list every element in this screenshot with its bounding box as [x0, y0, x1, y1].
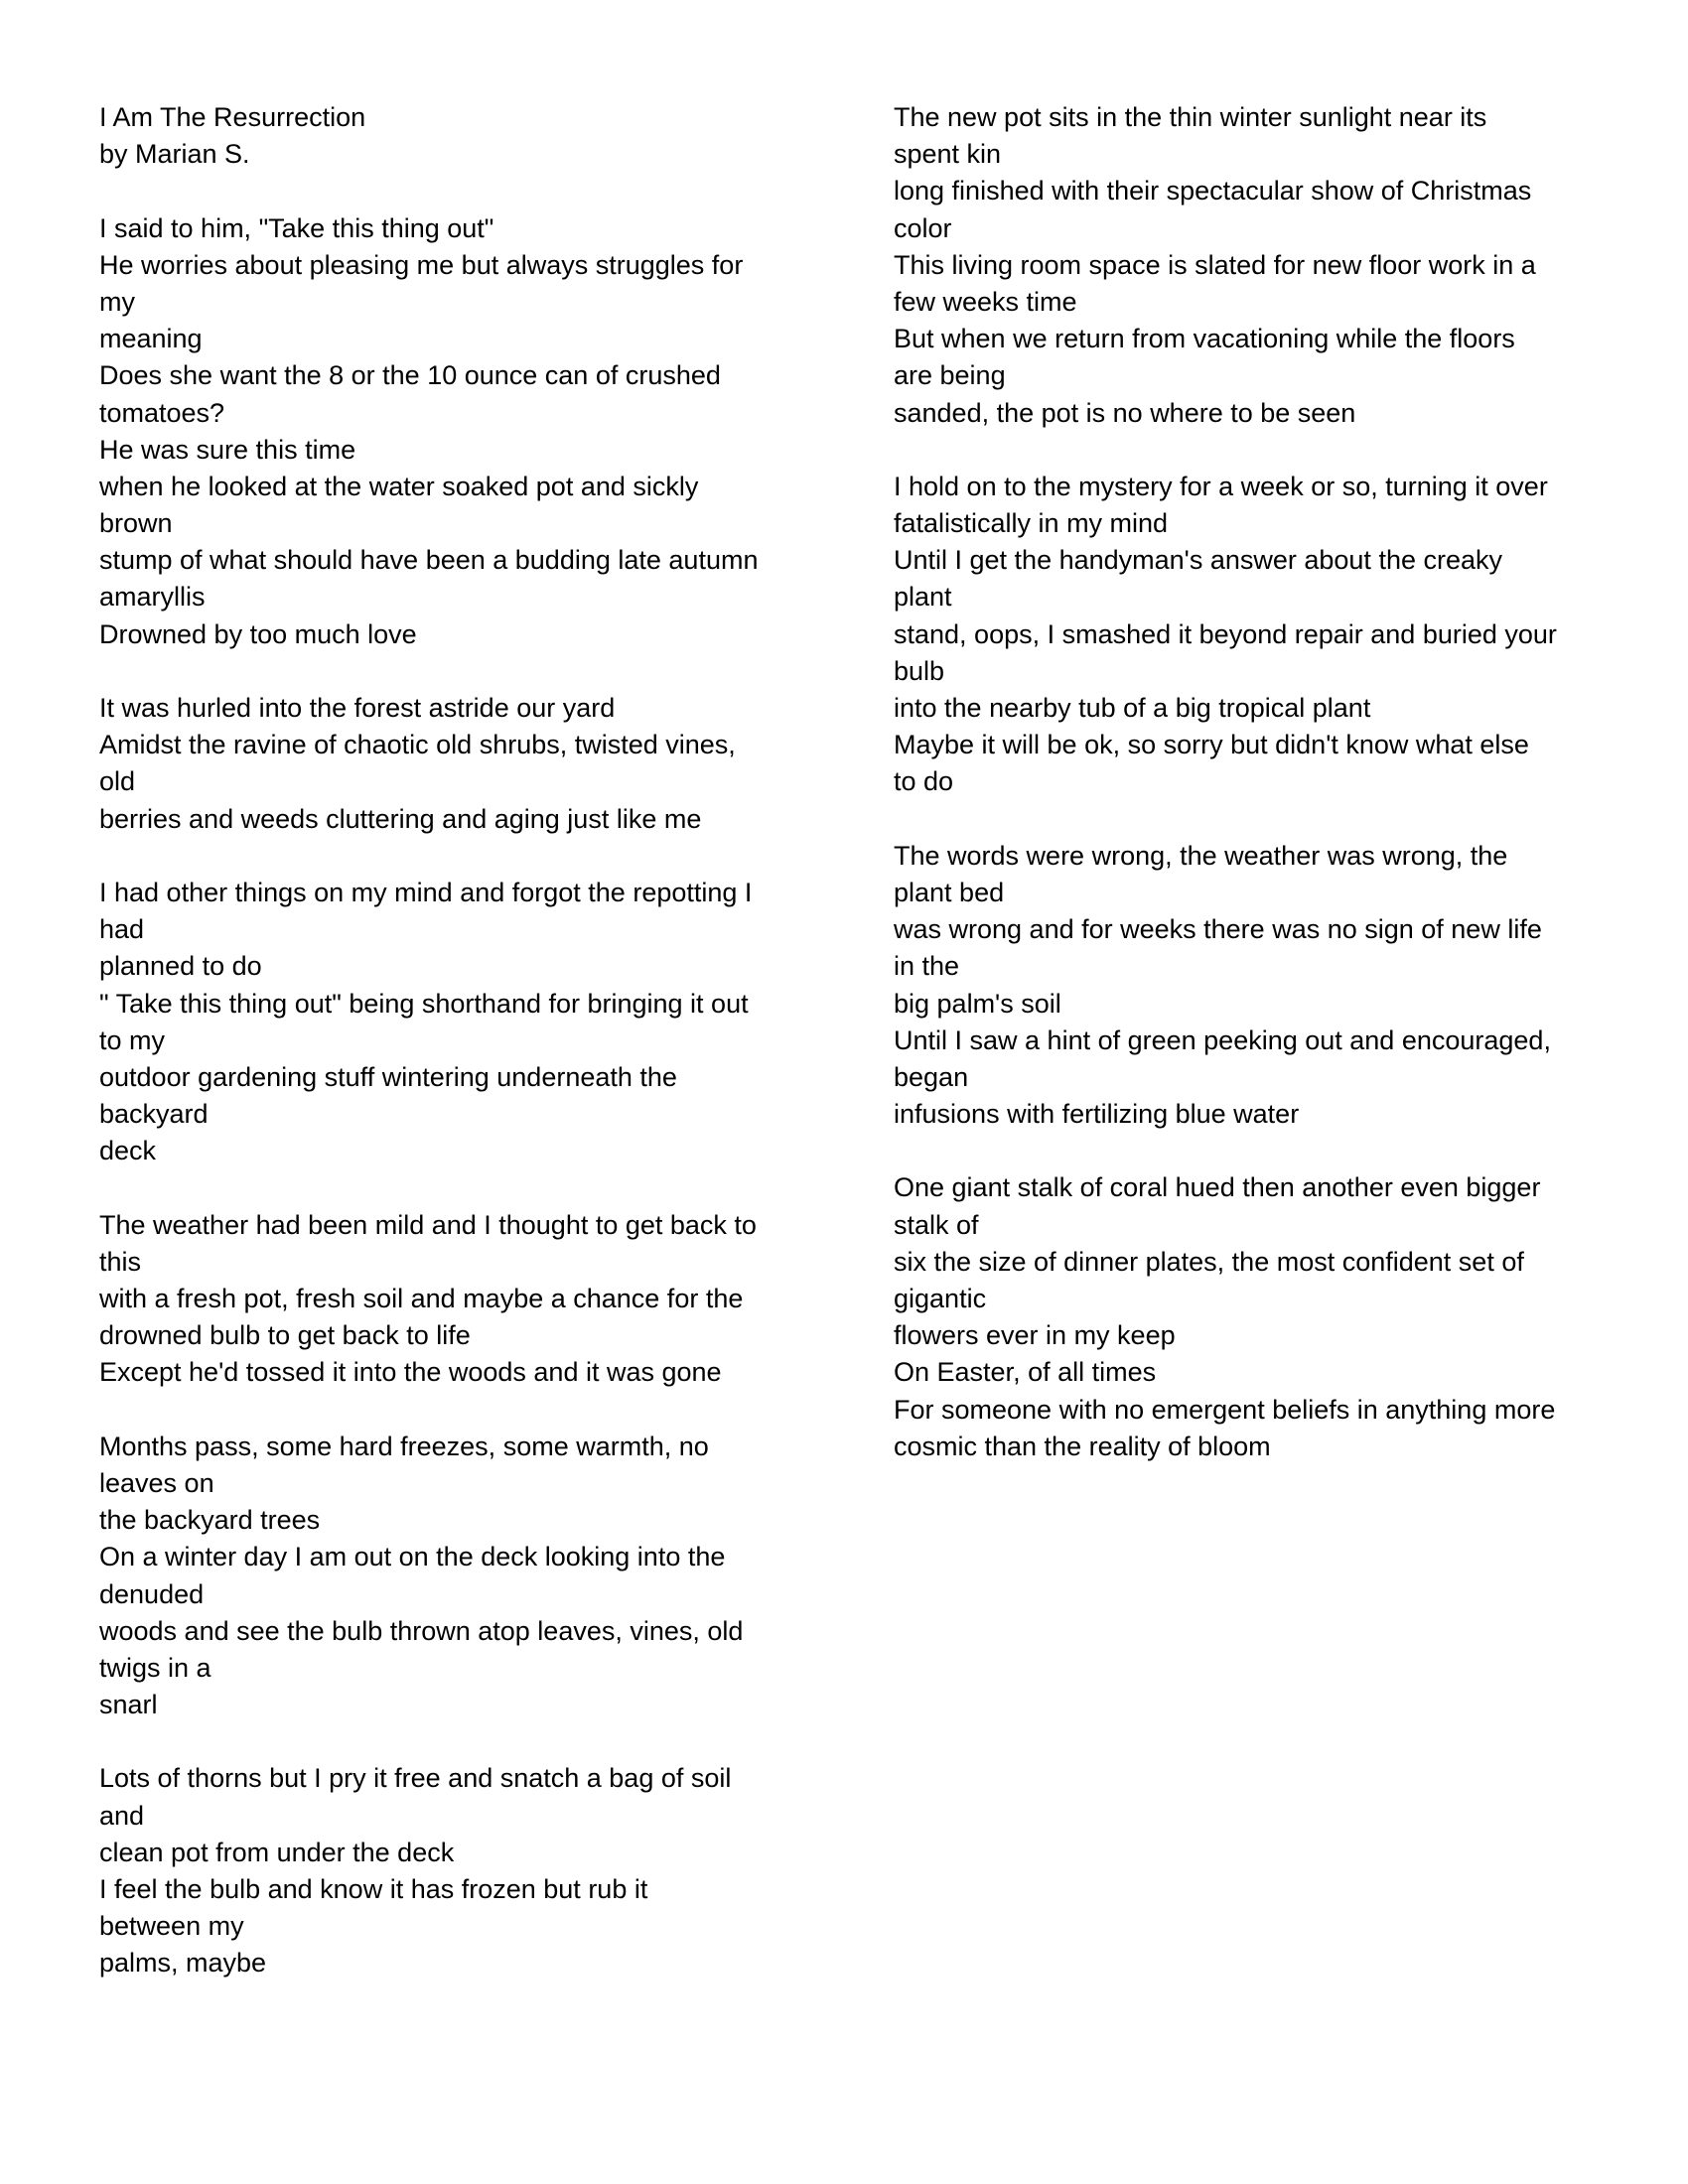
poem-line: leaves on [99, 1467, 214, 1498]
poem-line: I said to him, "Take this thing out" [99, 212, 494, 243]
poem-author: by Marian S. [99, 139, 250, 170]
poem-line: The new pot sits in the thin winter sunlight near its [894, 102, 1487, 132]
poem-line: deck [99, 1136, 157, 1166]
poem-line: between my [99, 1911, 244, 1942]
poem-line: are being [894, 360, 1006, 391]
poem-line: This living room space is slated for new floor work in a [894, 249, 1536, 280]
left-column [99, 99, 814, 1982]
poem-line: in the [894, 951, 960, 982]
poem-line: outdoor gardening stuff wintering underneath the [99, 1061, 677, 1092]
poem-line: Amidst the ravine of chaotic old shrubs, twisted vines, [99, 730, 736, 760]
stanza [99, 875, 814, 1170]
stanza-break [99, 838, 814, 875]
stanza [99, 1760, 814, 1981]
stanza-break [99, 1169, 814, 1206]
poem-line: bulb [894, 655, 945, 686]
poem-line: Maybe it will be ok, so sorry but didn't know what else [894, 730, 1529, 760]
poem-line: Except he'd tossed it into the woods and it was gone [99, 1357, 722, 1388]
poem-line: I had other things on my mind and forgot the repotting I [99, 877, 753, 907]
left-stanzas [99, 173, 814, 1981]
poem-line: meaning [99, 324, 203, 354]
poem-line: berries and weeds cluttering and aging just like me [99, 803, 702, 834]
poem-title: I Am The Resurrection [99, 102, 366, 132]
poem-line: to my [99, 1024, 166, 1055]
poem-line: long finished with their spectacular show of Christmas [894, 176, 1532, 206]
stanza [99, 210, 814, 653]
stanza-break [99, 653, 814, 690]
stanza [894, 99, 1609, 432]
poem-line: plant bed [894, 877, 1005, 907]
poem-line: clean pot from under the deck [99, 1837, 455, 1867]
poem-line: and [99, 1800, 145, 1831]
poem-line: few weeks time [894, 286, 1077, 317]
poem-line: The weather had been mild and I thought to get back to [99, 1209, 757, 1240]
poem-line: brown [99, 508, 173, 539]
poem-line: I feel the bulb and know it has frozen but rub it [99, 1874, 648, 1904]
poem-line: He was sure this time [99, 434, 356, 465]
poem-line: It was hurled into the forest astride our yard [99, 693, 616, 723]
poem-line: He worries about pleasing me but always struggles for [99, 249, 744, 280]
poem-line: had [99, 914, 145, 945]
poem-line: woods and see the bulb thrown atop leaves, vines, old [99, 1615, 744, 1646]
poem-line: On Easter, of all times [894, 1357, 1157, 1388]
poem-line: snarl [99, 1690, 158, 1720]
poem-line: stand, oops, I smashed it beyond repair and buried your [894, 618, 1557, 649]
poem-line: One giant stalk of coral hued then another even bigger [894, 1172, 1541, 1203]
poem-line: old [99, 766, 136, 797]
poem-line: fatalistically in my mind [894, 508, 1169, 539]
poem-line: The words were wrong, the weather was wrong, the [894, 840, 1508, 871]
poem-line: was wrong and for weeks there was no sign of new life [894, 914, 1542, 945]
poem-line: planned to do [99, 951, 262, 982]
poem-line: six the size of dinner plates, the most confident set of [894, 1246, 1524, 1277]
poem-line: gigantic [894, 1284, 987, 1313]
stanza [99, 1429, 814, 1724]
poem-line: tomatoes? [99, 397, 225, 428]
poem-line: twigs in a [99, 1652, 211, 1683]
stanza [99, 1207, 814, 1392]
stanza [894, 838, 1609, 1134]
stanza-break [894, 1133, 1609, 1169]
poem-line: my [99, 286, 135, 317]
stanza [894, 1169, 1609, 1465]
poem-line: For someone with no emergent beliefs in anything more [894, 1394, 1556, 1425]
poem-line: with a fresh pot, fresh soil and maybe a chance for the [99, 1284, 744, 1313]
stanza-break [894, 432, 1609, 469]
poem-line: backyard [99, 1099, 209, 1130]
poem-line: into the nearby tub of a big tropical plant [894, 693, 1371, 723]
stanza [99, 690, 814, 838]
poem-line: flowers ever in my keep [894, 1320, 1176, 1351]
poem-line: to do [894, 766, 954, 797]
poem-line: Does she want the 8 or the 10 ounce can of crushed [99, 360, 721, 391]
poem-line: big palm's soil [894, 988, 1061, 1019]
poem-line: this [99, 1246, 142, 1277]
poem-line: stalk of [894, 1209, 979, 1240]
poem-line: sanded, the pot is no where to be seen [894, 397, 1356, 428]
poem-line: amaryllis [99, 582, 206, 613]
poem-line: the backyard trees [99, 1505, 321, 1536]
poem-line: infusions with fertilizing blue water [894, 1099, 1300, 1130]
poem-line: " Take this thing out" being shorthand for bringing it out [99, 988, 749, 1019]
poem-line: Months pass, some hard freezes, some warmth, no [99, 1431, 709, 1461]
poem-line: I hold on to the mystery for a week or so, turning it over [894, 471, 1548, 501]
right-column [894, 99, 1609, 1465]
poem-line: when he looked at the water soaked pot and sickly [99, 471, 699, 501]
stanza [894, 469, 1609, 801]
poem-line: drowned bulb to get back to life [99, 1320, 471, 1351]
stanza-break [99, 1392, 814, 1429]
stanza-break [894, 801, 1609, 838]
poem-line: began [894, 1061, 969, 1092]
poem-line: cosmic than the reality of bloom [894, 1431, 1271, 1461]
poem-line: denuded [99, 1578, 205, 1609]
right-stanzas [894, 99, 1609, 1465]
stanza-break [99, 1723, 814, 1760]
poem-line: On a winter day I am out on the deck looking into the [99, 1542, 726, 1572]
poem-line: But when we return from vacationing while the floors [894, 324, 1515, 354]
poem-line: Lots of thorns but I pry it free and snatch a bag of soil [99, 1763, 732, 1794]
poem-line: Until I saw a hint of green peeking out and encouraged, [894, 1024, 1551, 1055]
poem-line: palms, maybe [99, 1948, 267, 1979]
poem-line: color [894, 212, 952, 243]
stanza-break [99, 173, 814, 209]
poem-line: Until I get the handyman's answer about the creaky [894, 545, 1502, 576]
poem-line: Drowned by too much love [99, 618, 417, 649]
poem-line: stump of what should have been a budding late autumn [99, 545, 759, 576]
poem-line: spent kin [894, 139, 1002, 170]
poem-line: plant [894, 582, 952, 613]
